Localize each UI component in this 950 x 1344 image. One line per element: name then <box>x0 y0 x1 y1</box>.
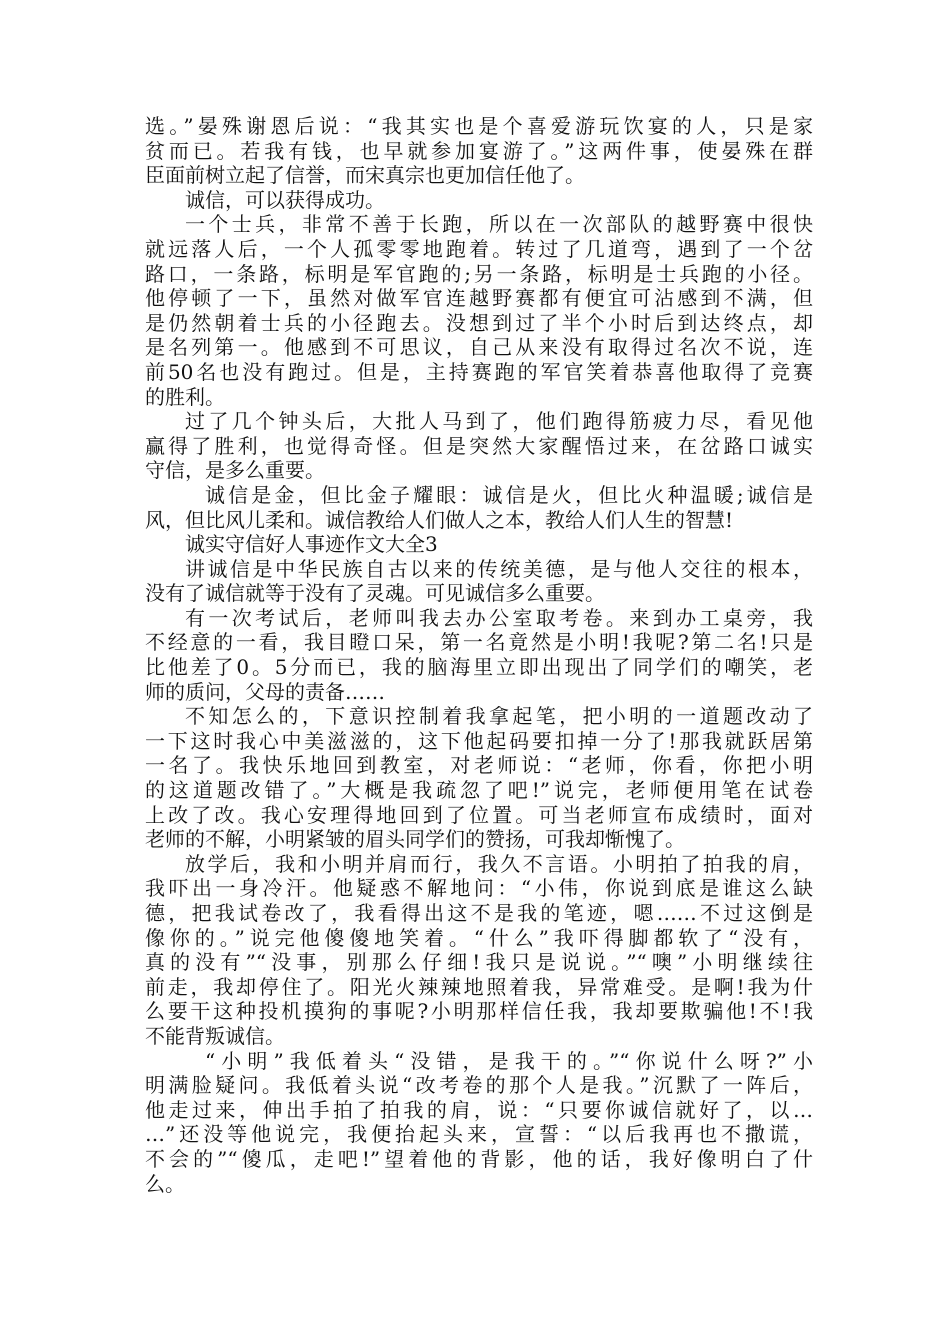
paragraph <box>145 532 813 557</box>
text-line: 是名列第一。他感到不可思议，自己从来没有取得过名次不说，连 <box>145 335 813 360</box>
text-line: 过了几个钟头后，大批人马到了，他们跑得筋疲力尽，看见他 <box>185 409 813 434</box>
text-line: 像你的。”说完他傻傻地笑着。“什么”我吓得脚都软了“没有， <box>145 925 813 950</box>
text-line: 师的质问，父母的责备…… <box>145 679 385 704</box>
document-body <box>145 114 813 1196</box>
text-line: 是仍然朝着士兵的小径跑去。没想到过了半个小时后到达终点，却 <box>145 310 813 335</box>
paragraph <box>145 483 813 532</box>
text-line: 前走，我却停住了。阳光火辣辣地照着我，异常难受。是啊!我为什 <box>145 974 813 999</box>
text-line: …”还没等他说完，我便抬起头来，宣誓：“以后我再也不撒谎， <box>145 1122 813 1147</box>
paragraph <box>145 409 813 483</box>
text-line: 路口，一条路，标明是军官跑的;另一条路，标明是士兵跑的小径。 <box>145 261 813 286</box>
text-line: 么。 <box>145 1171 185 1196</box>
text-line: 讲诚信是中华民族自古以来的传统美德，是与他人交往的根本， <box>185 556 813 581</box>
paragraph <box>145 852 813 1049</box>
paragraph <box>145 212 813 409</box>
paragraph <box>145 114 813 188</box>
text-line: 他停顿了一下，虽然对做军官连越野赛都有便宜可沾感到不满，但 <box>145 286 813 311</box>
text-line: 就远落人后，一个人孤零零地跑着。转过了几道弯，遇到了一个岔 <box>145 236 813 261</box>
text-line: 放学后，我和小明并肩而行，我久不言语。小明拍了拍我的肩， <box>185 851 813 876</box>
text-line: 诚信，可以获得成功。 <box>185 187 385 212</box>
text-line: 不知怎么的，下意识控制着我拿起笔，把小明的一道题改动了 <box>185 704 813 729</box>
text-line: 选。”晏殊谢恩后说：“我其实也是个喜爱游玩饮宴的人，只是家 <box>145 114 813 138</box>
text-line: 我吓出一身冷汗。他疑惑不解地问：“小伟，你说到底是谁这么缺 <box>145 876 813 901</box>
text-line: 的胜利。 <box>145 384 225 409</box>
text-line: 没有了诚信就等于没有了灵魂。可见诚信多么重要。 <box>145 581 605 606</box>
paragraph <box>145 557 813 606</box>
text-line: 比他差了0。5分而已，我的脑海里立即出现出了同学们的嘲笑，老 <box>145 655 813 680</box>
paragraph <box>145 1049 813 1197</box>
text-line: 贫而已。若我有钱，也早就参加宴游了。”这两件事，使晏殊在群 <box>145 138 813 163</box>
paragraph <box>145 188 813 213</box>
text-line: 他走过来，伸出手拍了拍我的肩，说：“只要你诚信就好了，以… <box>145 1097 813 1122</box>
text-line: 前50名也没有跑过。但是，主持赛跑的军官笑着恭喜他取得了竞赛 <box>145 359 813 384</box>
paragraph <box>145 704 813 852</box>
text-line: 臣面前树立起了信誉，而宋真宗也更加信任他了。 <box>145 163 585 188</box>
text-line: 不能背叛诚信。 <box>145 1023 285 1048</box>
text-line: 上改了改。我心安理得地回到了位置。可当老师宣布成绩时，面对 <box>145 802 813 827</box>
text-line: 明满脸疑问。我低着头说“改考卷的那个人是我。”沉默了一阵后， <box>145 1073 813 1098</box>
text-line: 德，把我试卷改了，我看得出这不是我的笔迹，嗯……不过这倒是 <box>145 901 813 925</box>
text-line: “小明”我低着头“没错，是我干的。”“你说什么呀?”小 <box>205 1048 813 1073</box>
text-line: 的这道题改错了。”大概是我疏忽了吧!”说完，老师便用笔在试卷 <box>145 778 813 803</box>
text-line: 有一次考试后，老师叫我去办公室取考卷。来到办工桌旁，我 <box>185 605 813 630</box>
text-line: 赢得了胜利，也觉得奇怪。但是突然大家醒悟过来，在岔路口诚实 <box>145 433 813 458</box>
text-line: 诚信是金，但比金子耀眼：诚信是火，但比火种温暖;诚信是 <box>205 482 813 507</box>
paragraph <box>145 606 813 704</box>
text-line: 一个士兵，非常不善于长跑，所以在一次部队的越野赛中很快 <box>185 212 813 237</box>
text-line: 风，但比风儿柔和。诚信教给人们做人之本，教给人们人生的智慧! <box>145 507 734 532</box>
text-line: 不会的”“傻瓜，走吧!”望着他的背影，他的话，我好像明白了什 <box>145 1146 813 1171</box>
text-line: 守信，是多么重要。 <box>145 458 325 483</box>
text-line: 一名了。我快乐地回到教室，对老师说：“老师，你看，你把小明 <box>145 753 813 778</box>
text-line: 不经意的一看，我目瞪口呆，第一名竟然是小明!我呢?第二名!只是 <box>145 630 813 655</box>
text-line: 么要干这种投机摸狗的事呢?小明那样信任我，我却要欺骗他!不!我 <box>145 999 813 1024</box>
text-line: 老师的不解，小明紧皱的眉头同学们的赞扬，可我却惭愧了。 <box>145 827 685 852</box>
text-line: 一下这时我心中美滋滋的，这下他起码要扣掉一分了!那我就跃居第 <box>145 728 813 753</box>
text-line: 诚实守信好人事迹作文大全3 <box>185 532 438 557</box>
text-line: 真的没有”“没事，别那么仔细!我只是说说。”“噢”小明继续往 <box>145 950 813 975</box>
